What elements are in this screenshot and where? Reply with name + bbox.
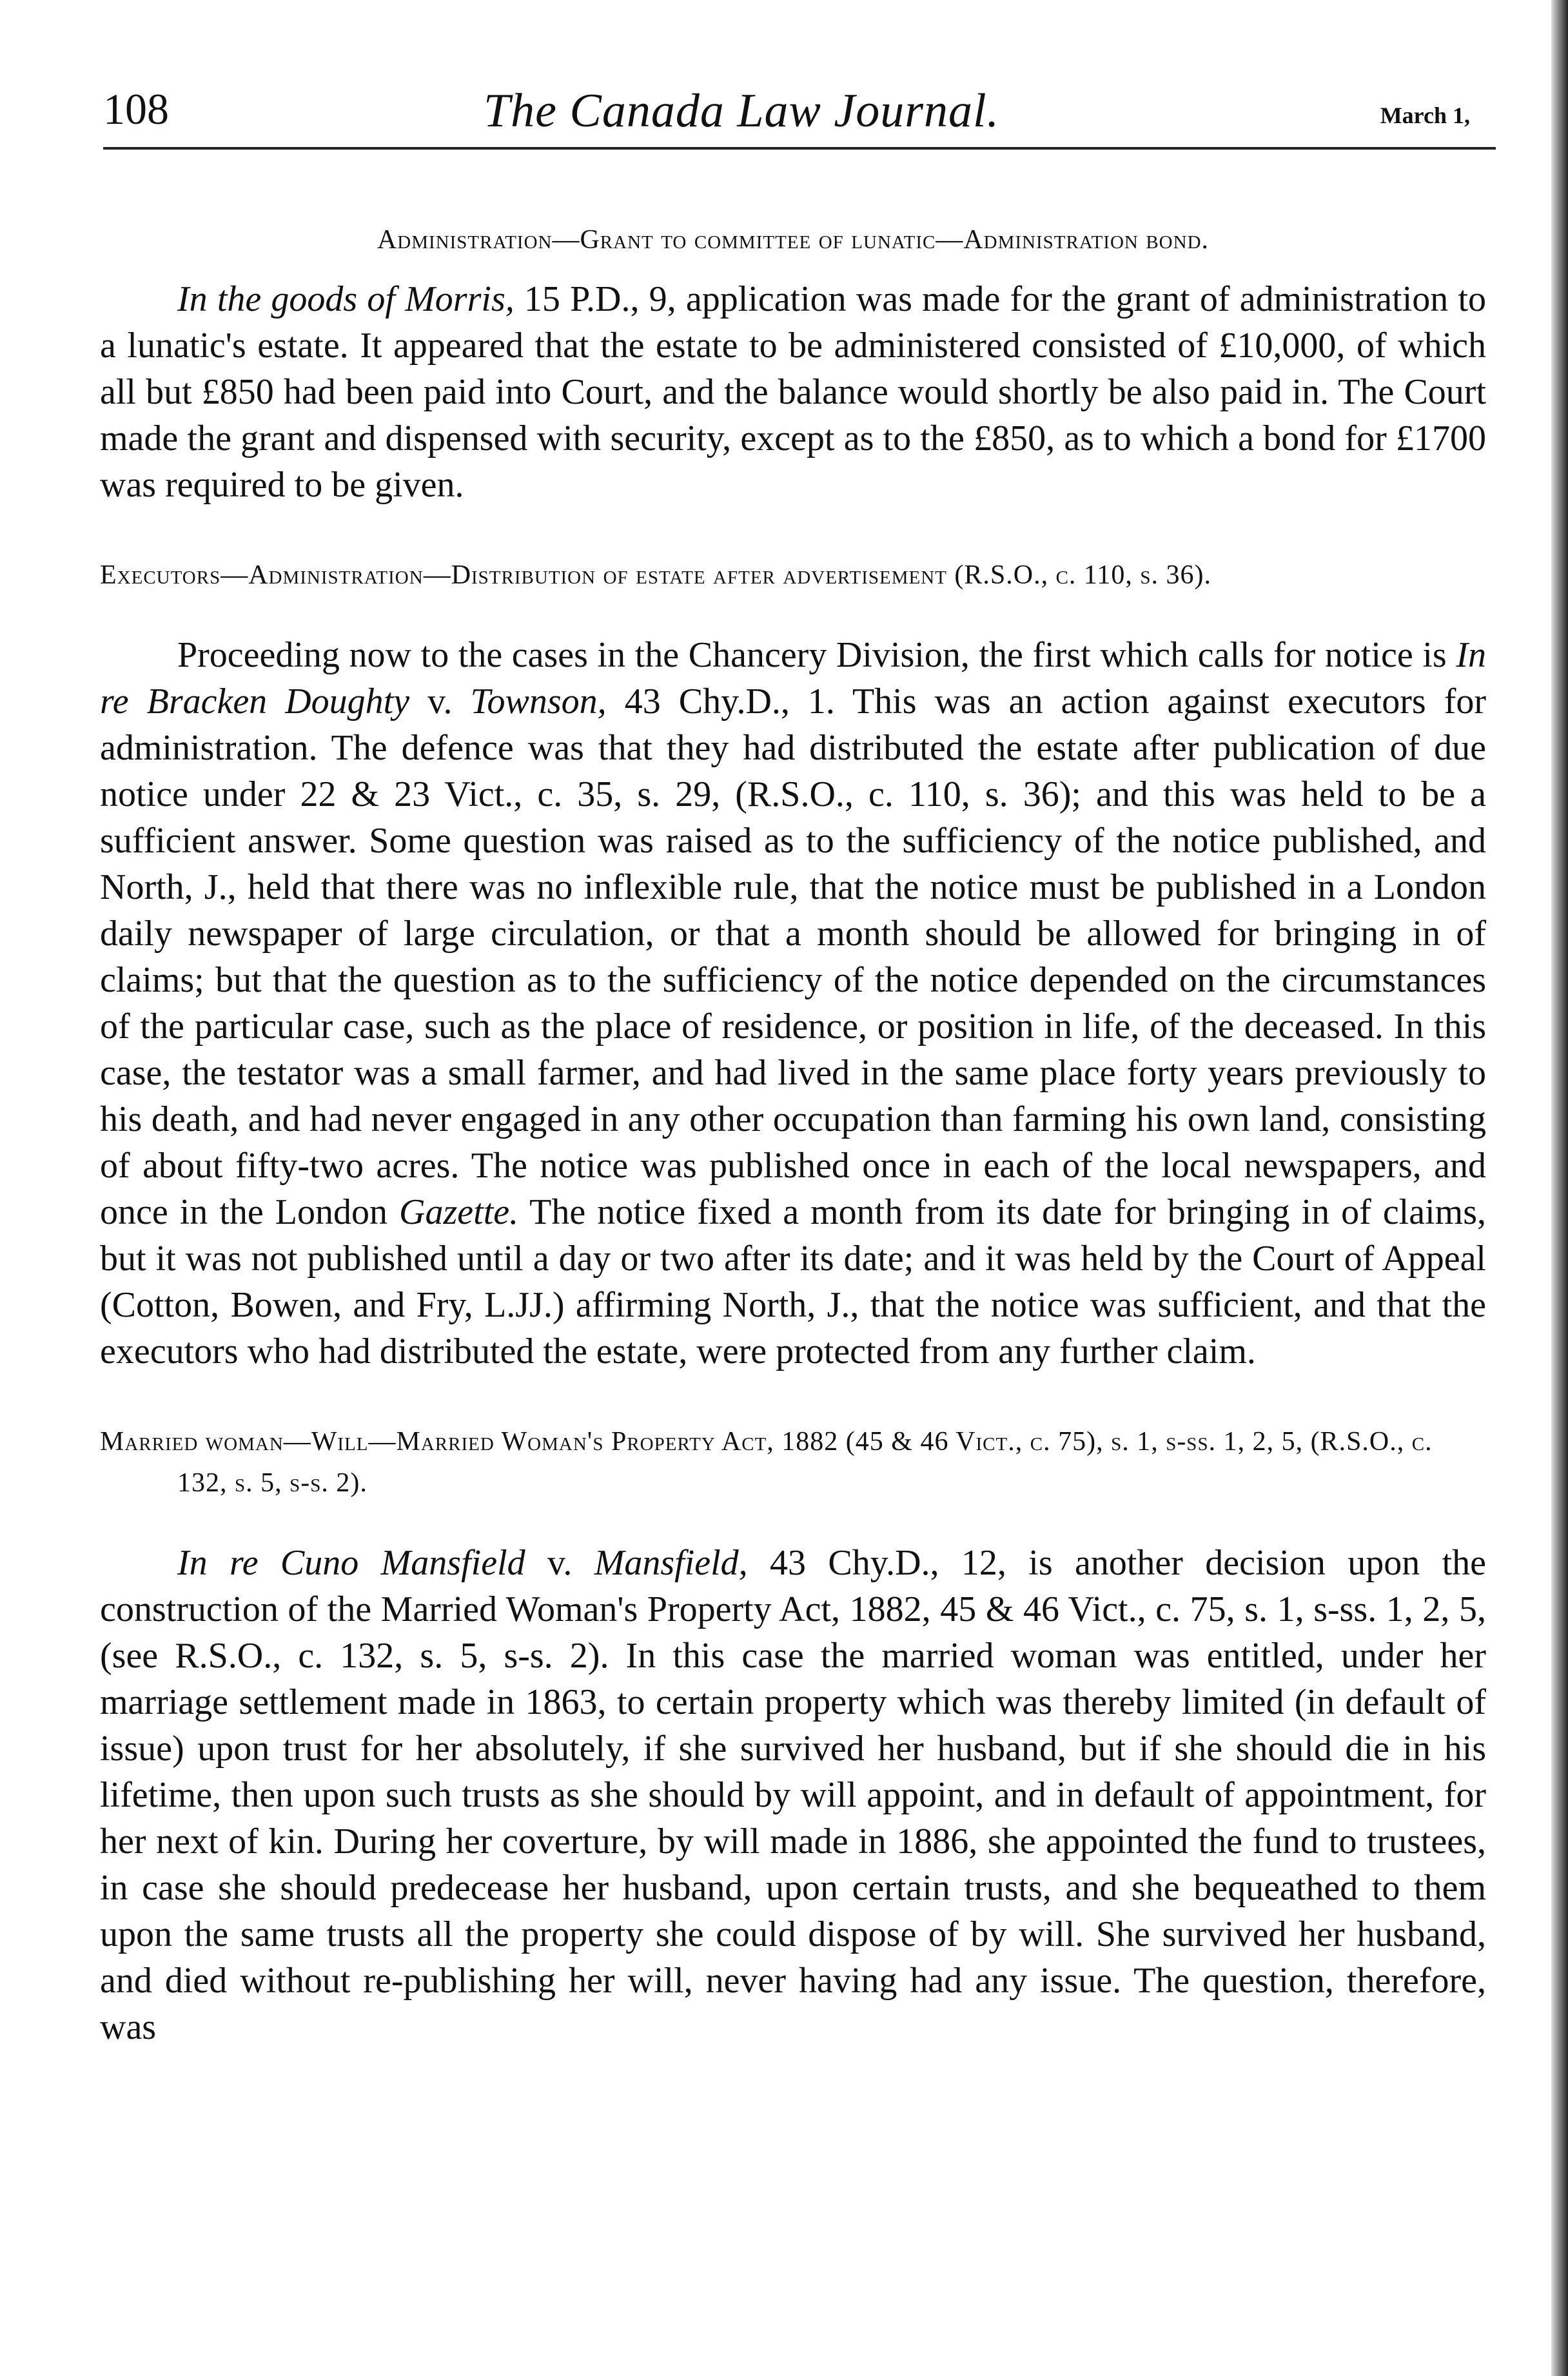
- page-edge-shadow: [1551, 0, 1568, 2376]
- running-header: [103, 77, 1496, 142]
- paragraph-run: v.: [525, 1543, 594, 1583]
- section-gap: [100, 508, 1486, 555]
- issue-date: March 1,: [1380, 103, 1470, 128]
- section-heading-married-woman: Married woman—Will—Married Woman's Property Act, 1882 (45 & 46 Vict., c. 75), s. 1, s-ss. 1, 2, 5, (R.S.O., c. 132, s. 5, s-s. 2).: [100, 1427, 1433, 1498]
- paragraph-run: 43 Chy.D., 12, is another decision upon the construction of the Married Woman's Property Act, 1882, 45 & 46 Vict., c. 75, s. 1, s-ss. 1, 2, 5, (see R.S.O., c. 132, s. 5, s-s. 2). In this case the married woman was entitled, under her marriage settlement made in 1863, to certain property which was thereby limited (in default of issue) upon trust for her absolutely, if she survived her husband, but if she should die in his lifetime, then upon such trusts as she should by will appoint, and in default of appointment, for her next of kin. During her coverture, by will made in 1886, she appointed the fund to trustees, in case she should predecease her husband, upon certain trusts, and she bequeathed to them upon the same trusts all the property she could dispose of by will. She survived her husband, and died without re-publishing her will, never having had any issue. The question, therefore, was: [100, 1543, 1486, 2047]
- article-body: [100, 219, 1486, 2050]
- section-heading-administration: Administration—Grant to committee of lunatic—Administration bond.: [377, 225, 1210, 255]
- paragraph-run: v.: [409, 682, 471, 722]
- page-number: 108: [103, 84, 169, 133]
- section-gap: [100, 1375, 1486, 1421]
- paragraph-run: Proceeding now to the cases in the Chancery Division, the first which calls for notice is: [177, 635, 1456, 675]
- paragraph-run: In the goods of Morris,: [177, 279, 514, 319]
- section-paragraph-administration: [100, 276, 1486, 508]
- section-paragraph-executors: [100, 632, 1486, 1375]
- section-heading-executors: Executors—Administration—Distribution of estate after advertisement (R.S.O., c. 110, s. 36).: [100, 560, 1211, 590]
- section-paragraph-married-woman: [100, 1540, 1486, 2050]
- paragraph-run: The notice fixed a month from its date for bringing in of claims, but it was not published until a day or two after its date; and it was held by the Court of Appeal (Cotton, Bowen, and Fry, L.JJ.) affirming North, J., that the notice was sufficient, and that the executors who had distributed the estate, were protected from any further claim.: [100, 1192, 1486, 1371]
- case-name: Mansfield,: [594, 1543, 748, 1583]
- publication-name: Gazette.: [399, 1192, 519, 1232]
- case-name: Townson,: [470, 682, 607, 722]
- paragraph-run: 15 P.D., 9, application was made for the grant of administration to a lunatic's estate. It appeared that the estate to be administered consisted of £10,000, of which all but £850 had been paid into Court, and the balance would shortly be also paid in. The Court made the grant and dispensed with security, except as to the £850, as to which a bond for £1700 was required to be given.: [100, 279, 1486, 505]
- paragraph-run: 43 Chy.D., 1. This was an action against executors for administration. The defence was that they had distributed the estate after publication of due notice under 22 & 23 Vict., c. 35, s. 29, (R.S.O., c. 110, s. 36); and this was held to be a sufficient answer. Some question was raised as to the sufficiency of the notice published, and North, J., held that there was no inflexible rule, that the notice must be published in a London daily newspaper of large circulation, or that a month should be allowed for bringing in of claims; but that the question as to the sufficiency of the notice depended on the circumstances of the particular case, such as the place of residence, or position in life, of the deceased. In this case, the testator was a small farmer, and had lived in the same place forty years previously to his death, and had never engaged in any other occupation than farming his own land, consisting of about fifty-two acres. The notice was published once in each of the local newspapers, and once in the London: [100, 682, 1486, 1232]
- journal-title: The Canada Law Journal.: [484, 84, 1000, 137]
- header-rule: [103, 147, 1496, 150]
- case-name: In re Cuno Mansfield: [177, 1543, 525, 1583]
- section-gap: [100, 1504, 1486, 1540]
- section-gap: [100, 596, 1486, 632]
- case-name: In re Bracken Doughty: [100, 635, 1486, 722]
